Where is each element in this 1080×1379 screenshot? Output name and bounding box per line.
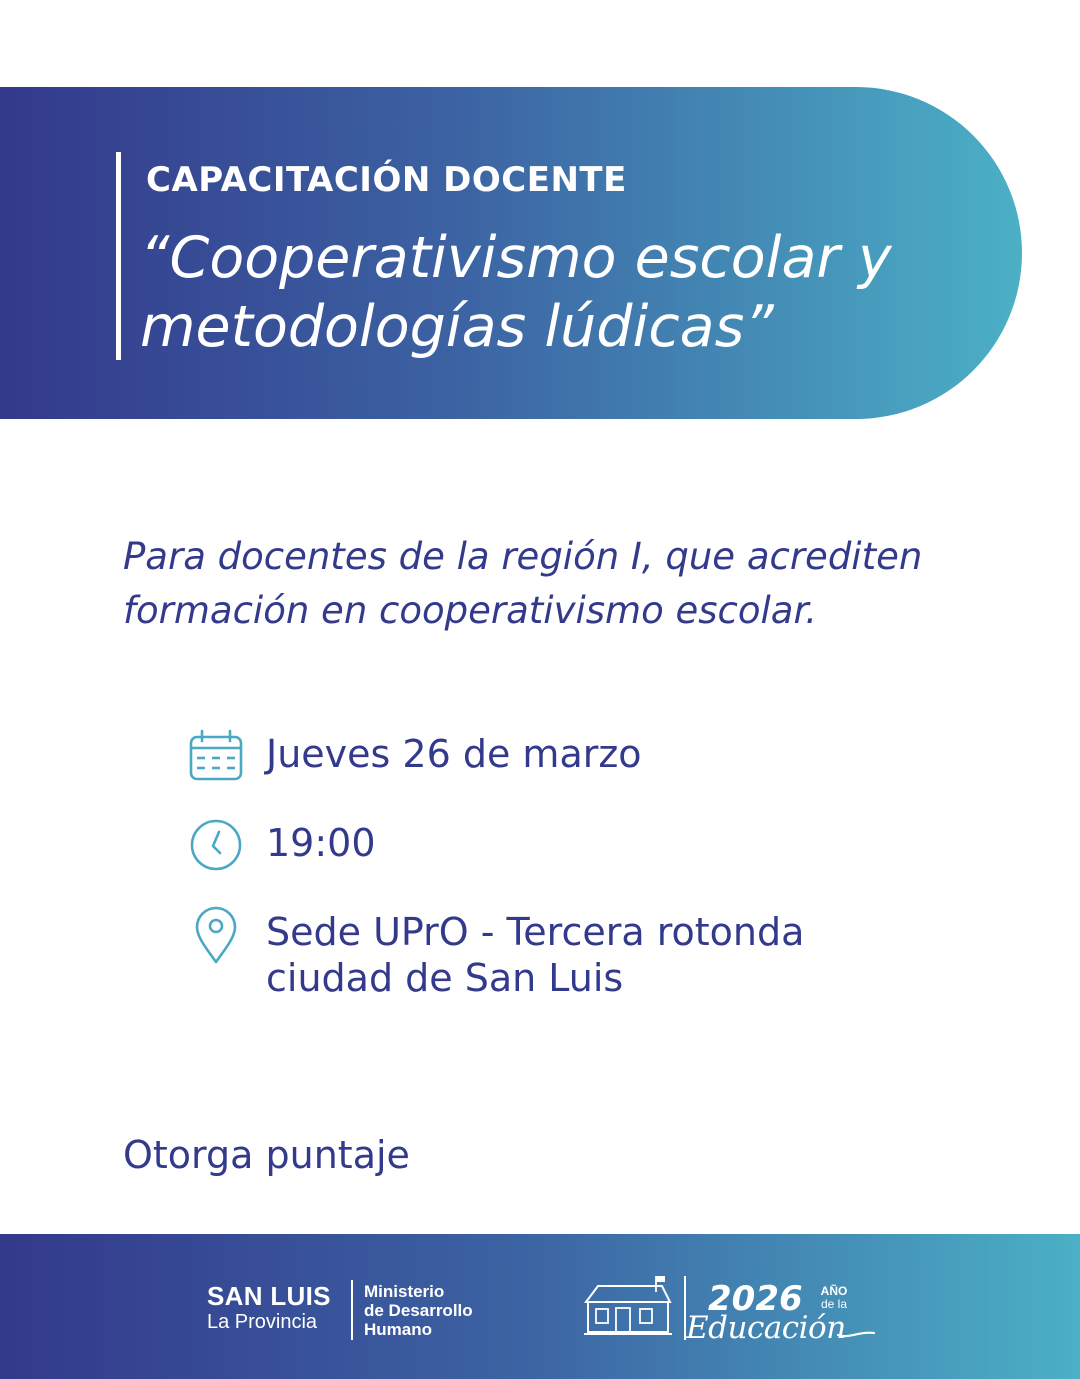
- year-dela-label: de la: [820, 1297, 848, 1311]
- date-text: Jueves 26 de marzo: [266, 732, 642, 776]
- swoosh-icon: [836, 1323, 876, 1341]
- ministry-name: [364, 1282, 473, 1339]
- audience-text: Para docentes de la región I, que acrediten formación en cooperativismo escolar.: [123, 535, 923, 632]
- date-row: [188, 728, 906, 784]
- place-row: [188, 907, 906, 1001]
- province-subtitle: La Provincia: [207, 1311, 318, 1333]
- time-row: [188, 817, 906, 873]
- footer-band: [0, 1234, 1080, 1379]
- ministry-line-3: Humano: [364, 1320, 432, 1339]
- year-of-education-logo: [686, 1279, 886, 1351]
- clock-icon: [188, 817, 244, 873]
- logo-divider: [351, 1280, 353, 1340]
- province-name: SAN LUIS: [207, 1281, 331, 1311]
- location-pin-icon: [188, 907, 244, 963]
- header-title: “Cooperativismo escolar y metodologías lúdicas”: [140, 225, 892, 360]
- year-number: 2026: [708, 1279, 803, 1319]
- place-text: Sede UPrO - Tercera rotonda ciudad de San Luis: [266, 910, 805, 1000]
- ministry-line-1: Ministerio: [364, 1282, 445, 1301]
- calendar-icon: [188, 728, 244, 784]
- year-word: Educación: [686, 1310, 846, 1346]
- header-accent-bar: [116, 152, 121, 360]
- header-eyebrow: CAPACITACIÓN DOCENTE: [146, 160, 627, 200]
- time-text: 19:00: [266, 821, 376, 865]
- ministry-line-2: de Desarrollo: [364, 1301, 473, 1320]
- year-ano-label: AÑO: [820, 1284, 848, 1298]
- province-logo: [207, 1282, 331, 1334]
- score-note: Otorga puntaje: [123, 1133, 410, 1177]
- school-building-icon: [582, 1272, 674, 1340]
